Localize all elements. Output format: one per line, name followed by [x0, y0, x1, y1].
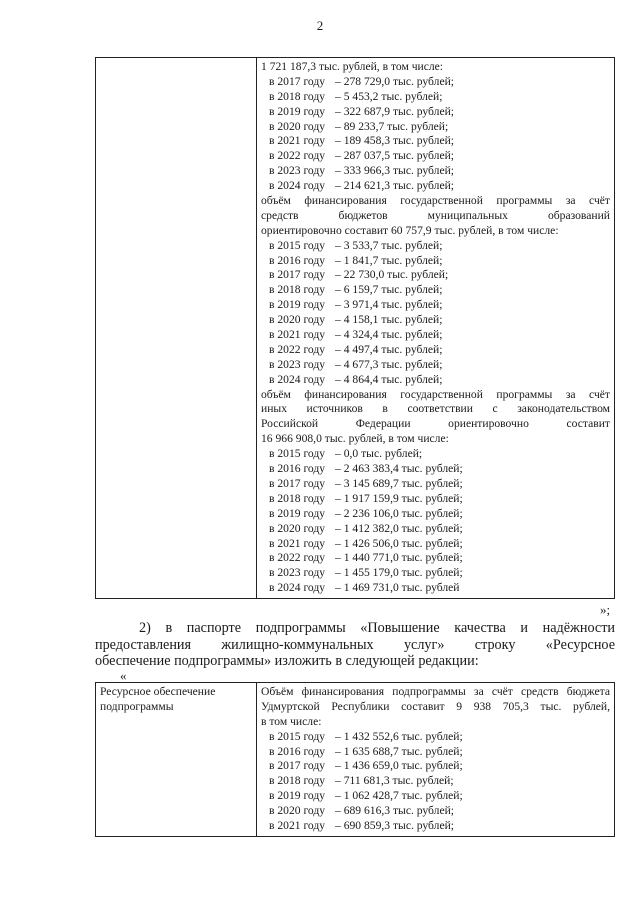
- year-amount-row: [261, 179, 610, 194]
- funding-text-line: в том числе:: [261, 714, 322, 728]
- year-amount-row: [261, 759, 610, 774]
- year-amount-row: [261, 566, 610, 581]
- year-amount-row: [261, 537, 610, 552]
- year-amount-row: [261, 581, 610, 596]
- year-amount-row: [261, 254, 610, 269]
- year-label: в 2020 году: [269, 313, 326, 327]
- amount-value: – 189 458,3 тыс. рублей;: [335, 134, 455, 148]
- year-label: в 2022 году: [269, 342, 326, 356]
- year-label: в 2021 году: [269, 328, 326, 342]
- funding-text-line: Российской Федерации ориентировочно составит: [261, 417, 610, 431]
- amount-value: – 287 037,5 тыс. рублей;: [335, 149, 455, 163]
- amount-value: – 3 533,7 тыс. рублей;: [335, 238, 443, 252]
- year-label: в 2019 году: [269, 789, 326, 803]
- year-label: в 2023 году: [269, 357, 326, 371]
- year-label: в 2021 году: [269, 134, 326, 148]
- year-label: в 2019 году: [269, 104, 326, 118]
- year-amount-row: [261, 75, 610, 90]
- year-label: в 2015 году: [269, 447, 326, 461]
- year-amount-row: [261, 477, 610, 492]
- paragraph-line: обеспечение подпрограммы» изложить в следующей редакции:: [95, 653, 479, 670]
- amount-value: – 214 621,3 тыс. рублей;: [335, 179, 455, 193]
- amount-value: – 711 681,3 тыс. рублей;: [335, 774, 454, 788]
- year-amount-row: [261, 343, 610, 358]
- funding-text-line: 16 966 908,0 тыс. рублей, в том числе:: [261, 432, 449, 446]
- year-amount-row: [261, 462, 610, 477]
- year-label: в 2016 году: [269, 744, 326, 758]
- paragraph-line: 2) в паспорте подпрограммы «Повышение качества и надёжности: [139, 620, 615, 636]
- year-amount-row: [261, 507, 610, 522]
- amount-value: – 1 635 688,7 тыс. рублей;: [335, 744, 463, 758]
- year-amount-row: [261, 105, 610, 120]
- year-label: в 2024 году: [269, 179, 326, 193]
- year-amount-row: [261, 120, 610, 135]
- year-amount-row: [261, 313, 610, 328]
- amount-value: – 1 432 552,6 тыс. рублей;: [335, 729, 463, 743]
- amount-value: – 1 841,7 тыс. рублей;: [335, 253, 443, 267]
- year-label: в 2019 году: [269, 506, 326, 520]
- funding-table-continued: [95, 57, 615, 599]
- amount-value: – 333 966,3 тыс. рублей;: [335, 164, 455, 178]
- year-amount-row: [261, 492, 610, 507]
- amount-value: – 1 426 506,0 тыс. рублей;: [335, 536, 463, 550]
- year-amount-row: [261, 804, 610, 819]
- funding-text-line: 1 721 187,3 тыс. рублей, в том числе:: [261, 60, 444, 73]
- year-label: в 2023 году: [269, 164, 326, 178]
- year-label: в 2017 году: [269, 476, 326, 490]
- year-amount-row: [261, 522, 610, 537]
- amount-value: – 1 412 382,0 тыс. рублей;: [335, 521, 463, 535]
- year-amount-row: [261, 447, 610, 462]
- amount-value: – 4 497,4 тыс. рублей;: [335, 342, 443, 356]
- year-label: в 2020 году: [269, 119, 326, 133]
- year-amount-row: [261, 819, 610, 834]
- amount-value: – 322 687,9 тыс. рублей;: [335, 104, 455, 118]
- year-label: в 2016 году: [269, 253, 326, 267]
- year-label: в 2022 году: [269, 551, 326, 565]
- year-label: в 2018 году: [269, 491, 326, 505]
- year-label: в 2018 году: [269, 89, 326, 103]
- amount-value: – 5 453,2 тыс. рублей;: [335, 89, 443, 103]
- amount-value: – 89 233,7 тыс. рублей;: [335, 119, 449, 133]
- amount-value: – 1 436 659,0 тыс. рублей;: [335, 759, 463, 773]
- year-label: в 2024 году: [269, 581, 326, 595]
- amount-value: – 4 677,3 тыс. рублей;: [335, 357, 443, 371]
- page-number: 2: [316, 18, 324, 33]
- year-label: в 2020 году: [269, 804, 326, 818]
- year-label: в 2021 году: [269, 819, 326, 833]
- year-amount-row: [261, 239, 610, 254]
- year-amount-row: [261, 774, 610, 789]
- year-amount-row: [261, 745, 610, 760]
- year-amount-row: [261, 149, 610, 164]
- funding-details-cell: [257, 58, 615, 599]
- year-label: в 2020 году: [269, 521, 326, 535]
- year-amount-row: [261, 551, 610, 566]
- subprogram-funding-cell: [257, 683, 615, 837]
- funding-text-line: Удмуртской Республики составит 9 938 705,3 тыс. рублей,: [261, 699, 610, 713]
- year-label: в 2015 году: [269, 729, 326, 743]
- year-amount-row: [261, 134, 610, 149]
- year-amount-row: [261, 90, 610, 105]
- subprogram-funding-table: [95, 682, 615, 837]
- year-label: в 2017 году: [269, 74, 326, 88]
- amount-value: – 1 440 771,0 тыс. рублей;: [335, 551, 463, 565]
- year-label: в 2018 году: [269, 774, 326, 788]
- year-label: в 2019 году: [269, 298, 326, 312]
- amount-value: – 1 062 428,7 тыс. рублей;: [335, 789, 463, 803]
- amount-value: – 22 730,0 тыс. рублей;: [335, 268, 449, 282]
- funding-text-line: ориентировочно составит 60 757,9 тыс. рублей, в том числе:: [261, 223, 559, 237]
- year-amount-row: [261, 730, 610, 745]
- year-label: в 2017 году: [269, 268, 326, 282]
- year-amount-row: [261, 298, 610, 313]
- year-label: в 2015 году: [269, 238, 326, 252]
- amount-value: – 2 236 106,0 тыс. рублей;: [335, 506, 463, 520]
- table-left-cell: [96, 683, 257, 837]
- amendment-paragraph: [95, 620, 615, 670]
- amount-value: – 3 971,4 тыс. рублей;: [335, 298, 443, 312]
- amount-value: – 4 158,1 тыс. рублей;: [335, 313, 443, 327]
- year-label: в 2023 году: [269, 566, 326, 580]
- year-label: в 2018 году: [269, 283, 326, 297]
- amount-value: – 4 324,4 тыс. рублей;: [335, 328, 443, 342]
- funding-text-line: объём финансирования государственной программы за счёт: [261, 387, 610, 401]
- year-amount-row: [261, 373, 610, 388]
- year-label: в 2017 году: [269, 759, 326, 773]
- year-amount-row: [261, 328, 610, 343]
- year-label: в 2022 году: [269, 149, 326, 163]
- year-amount-row: [261, 358, 610, 373]
- amount-value: – 3 145 689,7 тыс. рублей;: [335, 476, 463, 490]
- funding-text-line: Объём финансирования подпрограммы за счёт средств бюджета: [261, 685, 610, 698]
- amount-value: – 690 859,3 тыс. рублей;: [335, 819, 455, 833]
- amount-value: – 4 864,4 тыс. рублей;: [335, 372, 443, 386]
- year-amount-row: [261, 268, 610, 283]
- amount-value: – 6 159,7 тыс. рублей;: [335, 283, 443, 297]
- table-left-cell-empty: [96, 58, 257, 599]
- funding-text-line: иных источников в соответствии с законодательством: [261, 402, 610, 416]
- funding-text-line: объём финансирования государственной программы за счёт: [261, 194, 610, 208]
- amount-value: – 689 616,3 тыс. рублей;: [335, 804, 455, 818]
- amount-value: – 1 469 731,0 тыс. рублей: [335, 581, 460, 595]
- year-label: в 2016 году: [269, 462, 326, 476]
- year-amount-row: [261, 164, 610, 179]
- amount-value: – 278 729,0 тыс. рублей;: [335, 74, 455, 88]
- funding-text-line: средств бюджетов муниципальных образований: [261, 208, 610, 222]
- amount-value: – 1 917 159,9 тыс. рублей;: [335, 491, 463, 505]
- amount-value: – 2 463 383,4 тыс. рублей;: [335, 462, 463, 476]
- year-amount-row: [261, 789, 610, 804]
- year-label: в 2021 году: [269, 536, 326, 550]
- year-label: в 2024 году: [269, 372, 326, 386]
- resource-label: Ресурсное обеспечение подпрограммы: [100, 685, 216, 713]
- paragraph-line: предоставления жилищно-коммунальных услуг» строку «Ресурсное: [95, 636, 615, 653]
- year-amount-row: [261, 283, 610, 298]
- closing-quote: »;: [600, 602, 611, 617]
- amount-value: – 0,0 тыс. рублей;: [335, 447, 423, 461]
- opening-quote: «: [120, 668, 127, 683]
- amount-value: – 1 455 179,0 тыс. рублей;: [335, 566, 463, 580]
